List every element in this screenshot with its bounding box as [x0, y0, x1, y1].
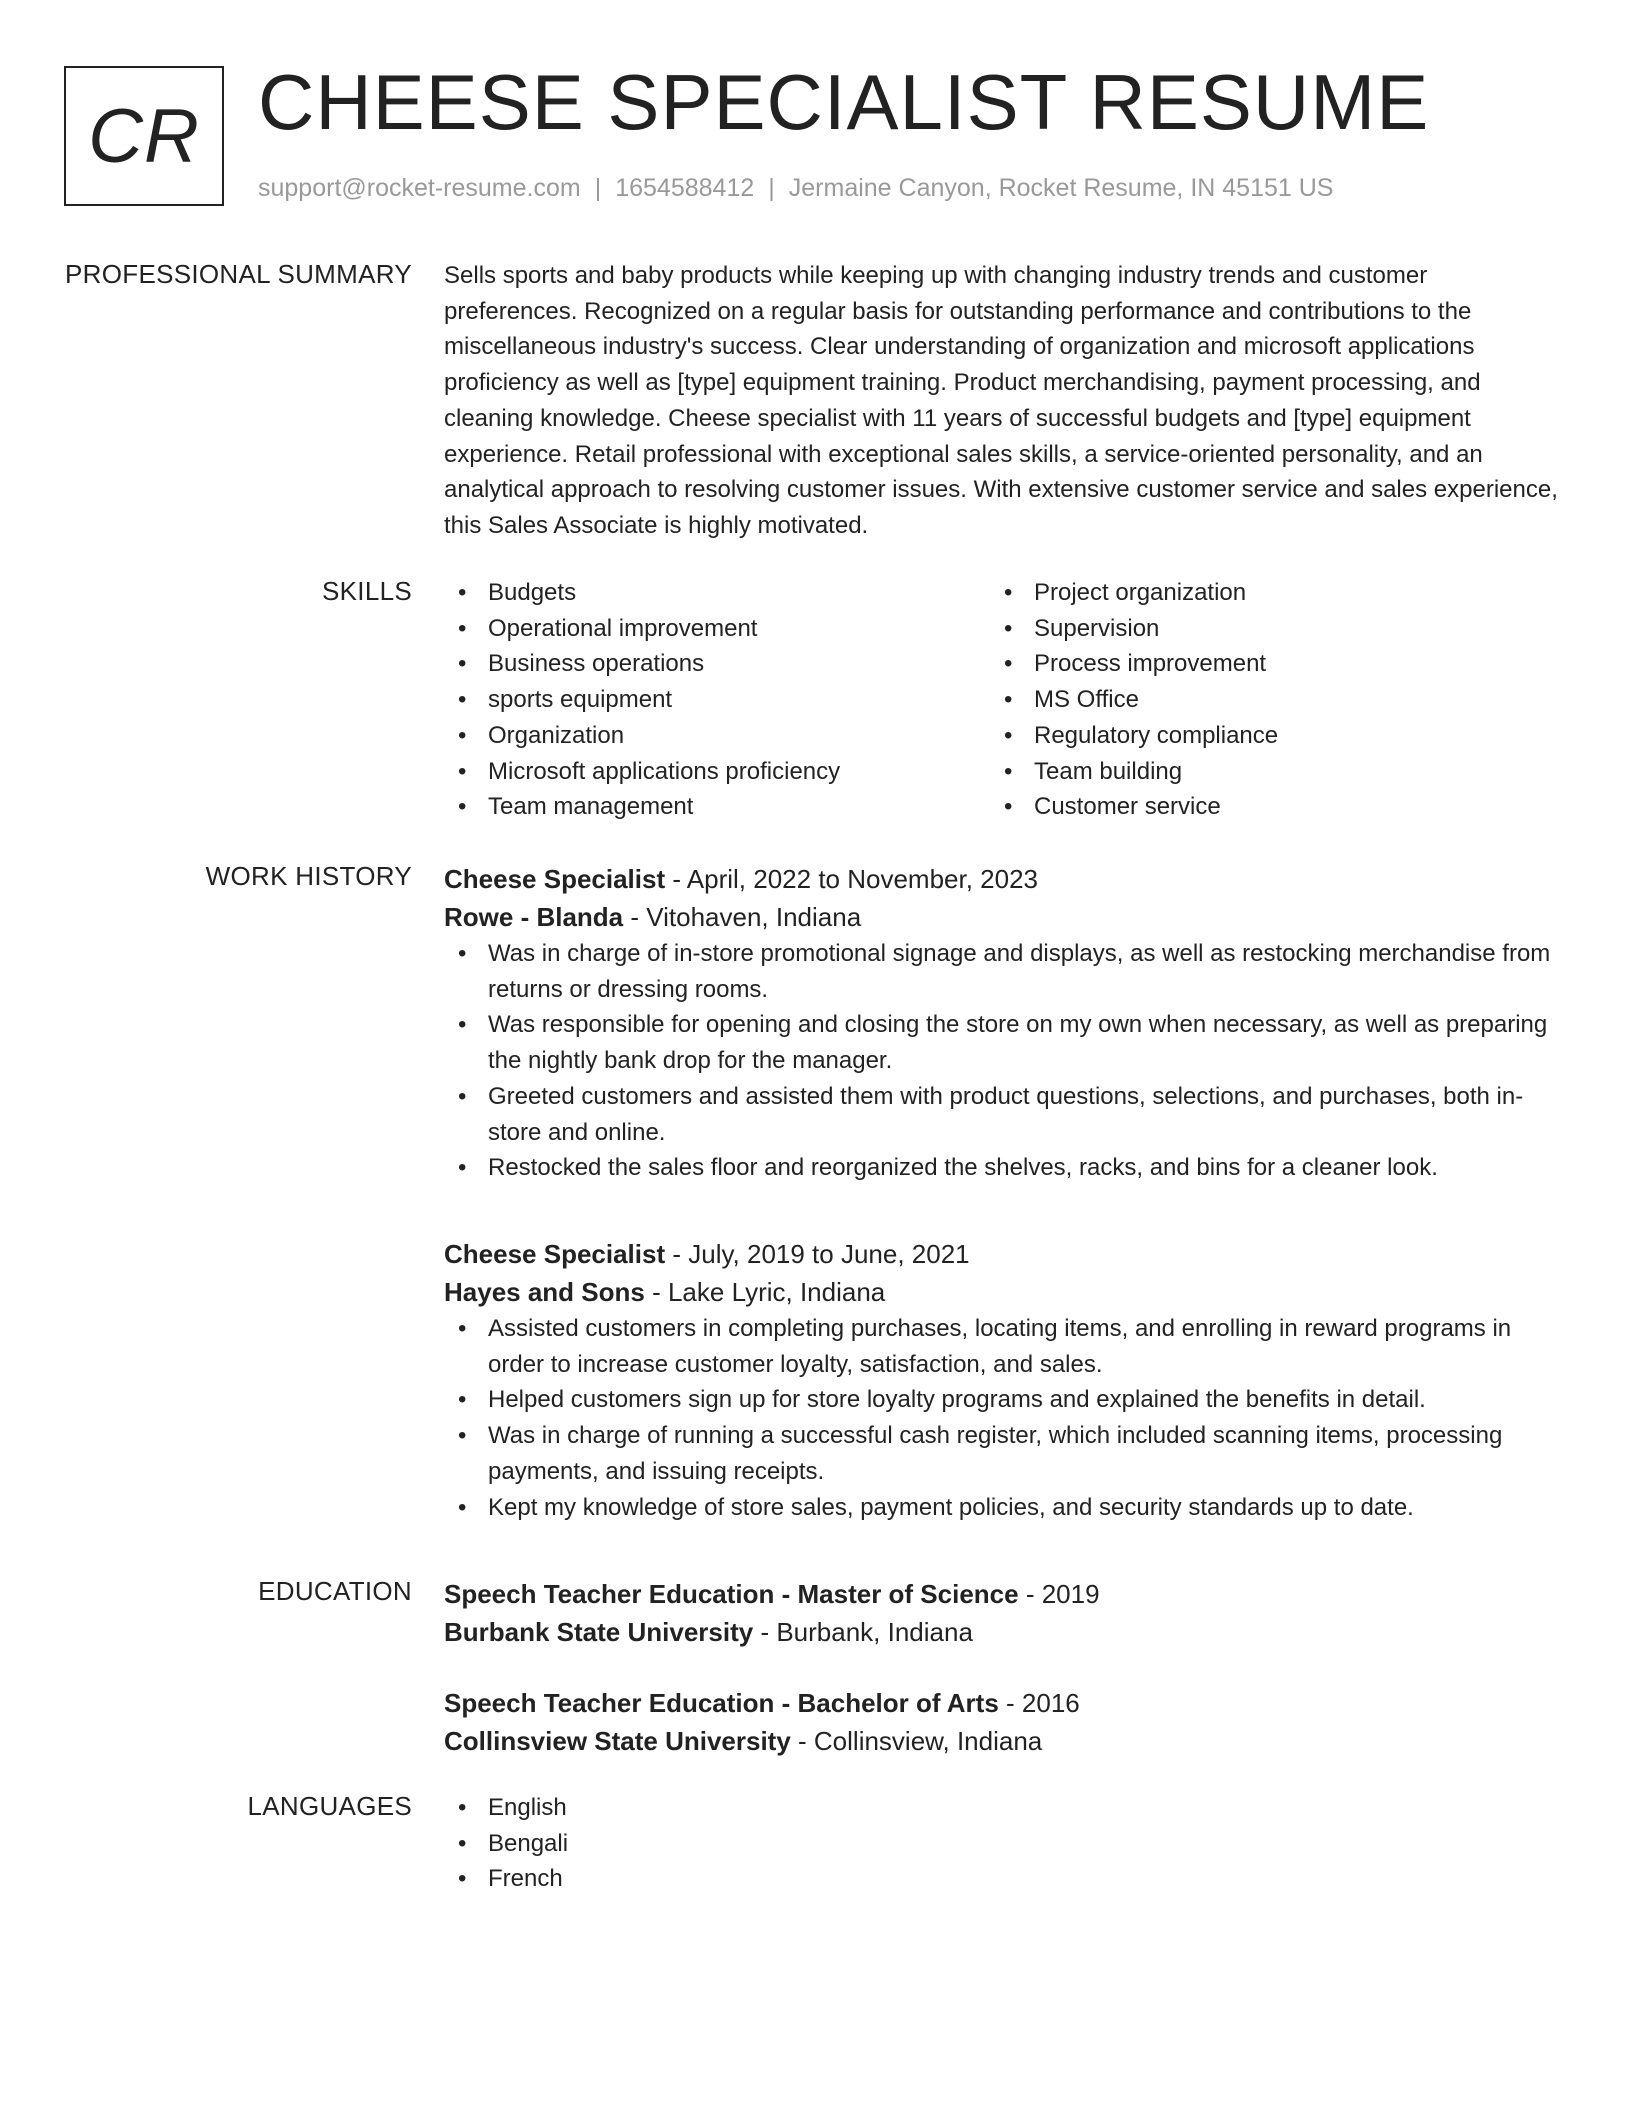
- job-duty: • Greeted customers and assisted them with product questions, selections, and purchases, both in-store and online.: [444, 1079, 1564, 1150]
- language-item: • Bengali: [444, 1826, 1564, 1862]
- section-label-skills: SKILLS: [322, 576, 412, 606]
- skill-item: • Team building: [990, 754, 1536, 790]
- contact-separator: |: [768, 174, 775, 202]
- section-label-education: EDUCATION: [258, 1576, 412, 1606]
- job-duty: • Was in charge of running a successful cash register, which included scanning items, processing payments, and issuing receipts.: [444, 1418, 1564, 1489]
- job-duty: • Kept my knowledge of store sales, payment policies, and security standards up to date.: [444, 1490, 1564, 1526]
- skill-item: • Organization: [444, 718, 990, 754]
- job-duties-list: [444, 1311, 1564, 1525]
- skill-item: • Project organization: [990, 575, 1536, 611]
- section-label-work: WORK HISTORY: [205, 861, 412, 891]
- degree-year: - 2019: [1018, 1579, 1100, 1609]
- skill-item: • MS Office: [990, 682, 1536, 718]
- school-location: - Burbank, Indiana: [753, 1617, 973, 1647]
- job-duty: • Was in charge of in-store promotional signage and displays, as well as restocking merchandise from returns or dressing rooms.: [444, 936, 1564, 1007]
- skill-item: • Supervision: [990, 611, 1536, 647]
- school-line: [444, 1613, 1564, 1651]
- job-duty: • Was responsible for opening and closing the store on my own when necessary, as well as preparing the nightly bank drop for the manager.: [444, 1007, 1564, 1078]
- language-item: • English: [444, 1790, 1564, 1826]
- skill-item: • Microsoft applications proficiency: [444, 754, 990, 790]
- degree-name: Speech Teacher Education - Master of Science: [444, 1579, 1019, 1609]
- section-label-languages: LANGUAGES: [247, 1791, 412, 1821]
- section-label-summary: PROFESSIONAL SUMMARY: [65, 259, 412, 289]
- contact-address: Jermaine Canyon, Rocket Resume, IN 45151 US: [788, 174, 1334, 202]
- education-entry: [444, 1684, 1564, 1760]
- job-title-line: [444, 860, 1564, 898]
- job-entry: [444, 860, 1564, 1186]
- skills-list-left: [444, 575, 990, 825]
- job-entry: [444, 1235, 1564, 1525]
- job-title-line: [444, 1235, 1564, 1273]
- degree-name: Speech Teacher Education - Bachelor of Arts: [444, 1688, 999, 1718]
- skills-list-right: [990, 575, 1536, 825]
- skill-item: • Budgets: [444, 575, 990, 611]
- resume-title: CHEESE SPECIALIST RESUME: [258, 58, 1430, 146]
- job-location: - Lake Lyric, Indiana: [644, 1277, 886, 1307]
- job-company: Hayes and Sons: [444, 1277, 645, 1307]
- job-duty: • Assisted customers in completing purchases, locating items, and enrolling in reward programs in order to increase customer loyalty, satisfaction, and sales.: [444, 1311, 1564, 1382]
- job-location: - Vitohaven, Indiana: [623, 902, 862, 932]
- monogram-logo: CR: [64, 66, 224, 206]
- job-duty: • Restocked the sales floor and reorganized the shelves, racks, and bins for a cleaner look.: [444, 1150, 1564, 1186]
- degree-year: - 2016: [998, 1688, 1080, 1718]
- summary-content: [444, 258, 1564, 544]
- languages-list: [444, 1790, 1564, 1897]
- contact-phone[interactable]: 1654588412: [615, 174, 755, 202]
- school-name: Collinsview State University: [444, 1726, 791, 1756]
- degree-line: [444, 1684, 1564, 1722]
- languages-content: [444, 1790, 1564, 1897]
- education-entry: [444, 1575, 1564, 1651]
- skill-item: • Process improvement: [990, 646, 1536, 682]
- job-company-line: [444, 1273, 1564, 1311]
- skills-grid: [444, 575, 1564, 825]
- contact-line: [258, 174, 1333, 203]
- contact-email[interactable]: support@rocket-resume.com: [258, 174, 581, 202]
- job-title: Cheese Specialist: [444, 1239, 666, 1269]
- job-title: Cheese Specialist: [444, 864, 666, 894]
- skill-item: • Team management: [444, 789, 990, 825]
- job-dates: - July, 2019 to June, 2021: [665, 1239, 970, 1269]
- job-dates: - April, 2022 to November, 2023: [665, 864, 1039, 894]
- skill-item: • Operational improvement: [444, 611, 990, 647]
- school-location: - Collinsview, Indiana: [790, 1726, 1043, 1756]
- contact-separator: |: [594, 174, 602, 202]
- skill-item: • Regulatory compliance: [990, 718, 1536, 754]
- job-company: Rowe - Blanda: [444, 902, 624, 932]
- language-item: • French: [444, 1861, 1564, 1897]
- school-line: [444, 1722, 1564, 1760]
- skill-item: • sports equipment: [444, 682, 990, 718]
- skill-item: • Customer service: [990, 789, 1536, 825]
- job-duties-list: [444, 936, 1564, 1186]
- job-duty: • Helped customers sign up for store loyalty programs and explained the benefits in detail.: [444, 1382, 1564, 1418]
- job-company-line: [444, 898, 1564, 936]
- degree-line: [444, 1575, 1564, 1613]
- summary-text: Sells sports and baby products while keeping up with changing industry trends and customer preferences. Recognized on a regular basis for outstanding performance and contributions to the miscellaneous industry's success. Clear understanding of organization and microsoft applications proficiency as well as [type] equipment training. Product merchandising, payment processing, and cleaning knowledge. Cheese specialist with 11 years of successful budgets and [type] equipment experience. Retail professional with exceptional sales skills, a service-oriented personality, and an analytical approach to resolving customer issues. With extensive customer service and sales experience, this Sales Associate is highly motivated.: [444, 262, 1558, 539]
- skill-item: • Business operations: [444, 646, 990, 682]
- school-name: Burbank State University: [444, 1617, 754, 1647]
